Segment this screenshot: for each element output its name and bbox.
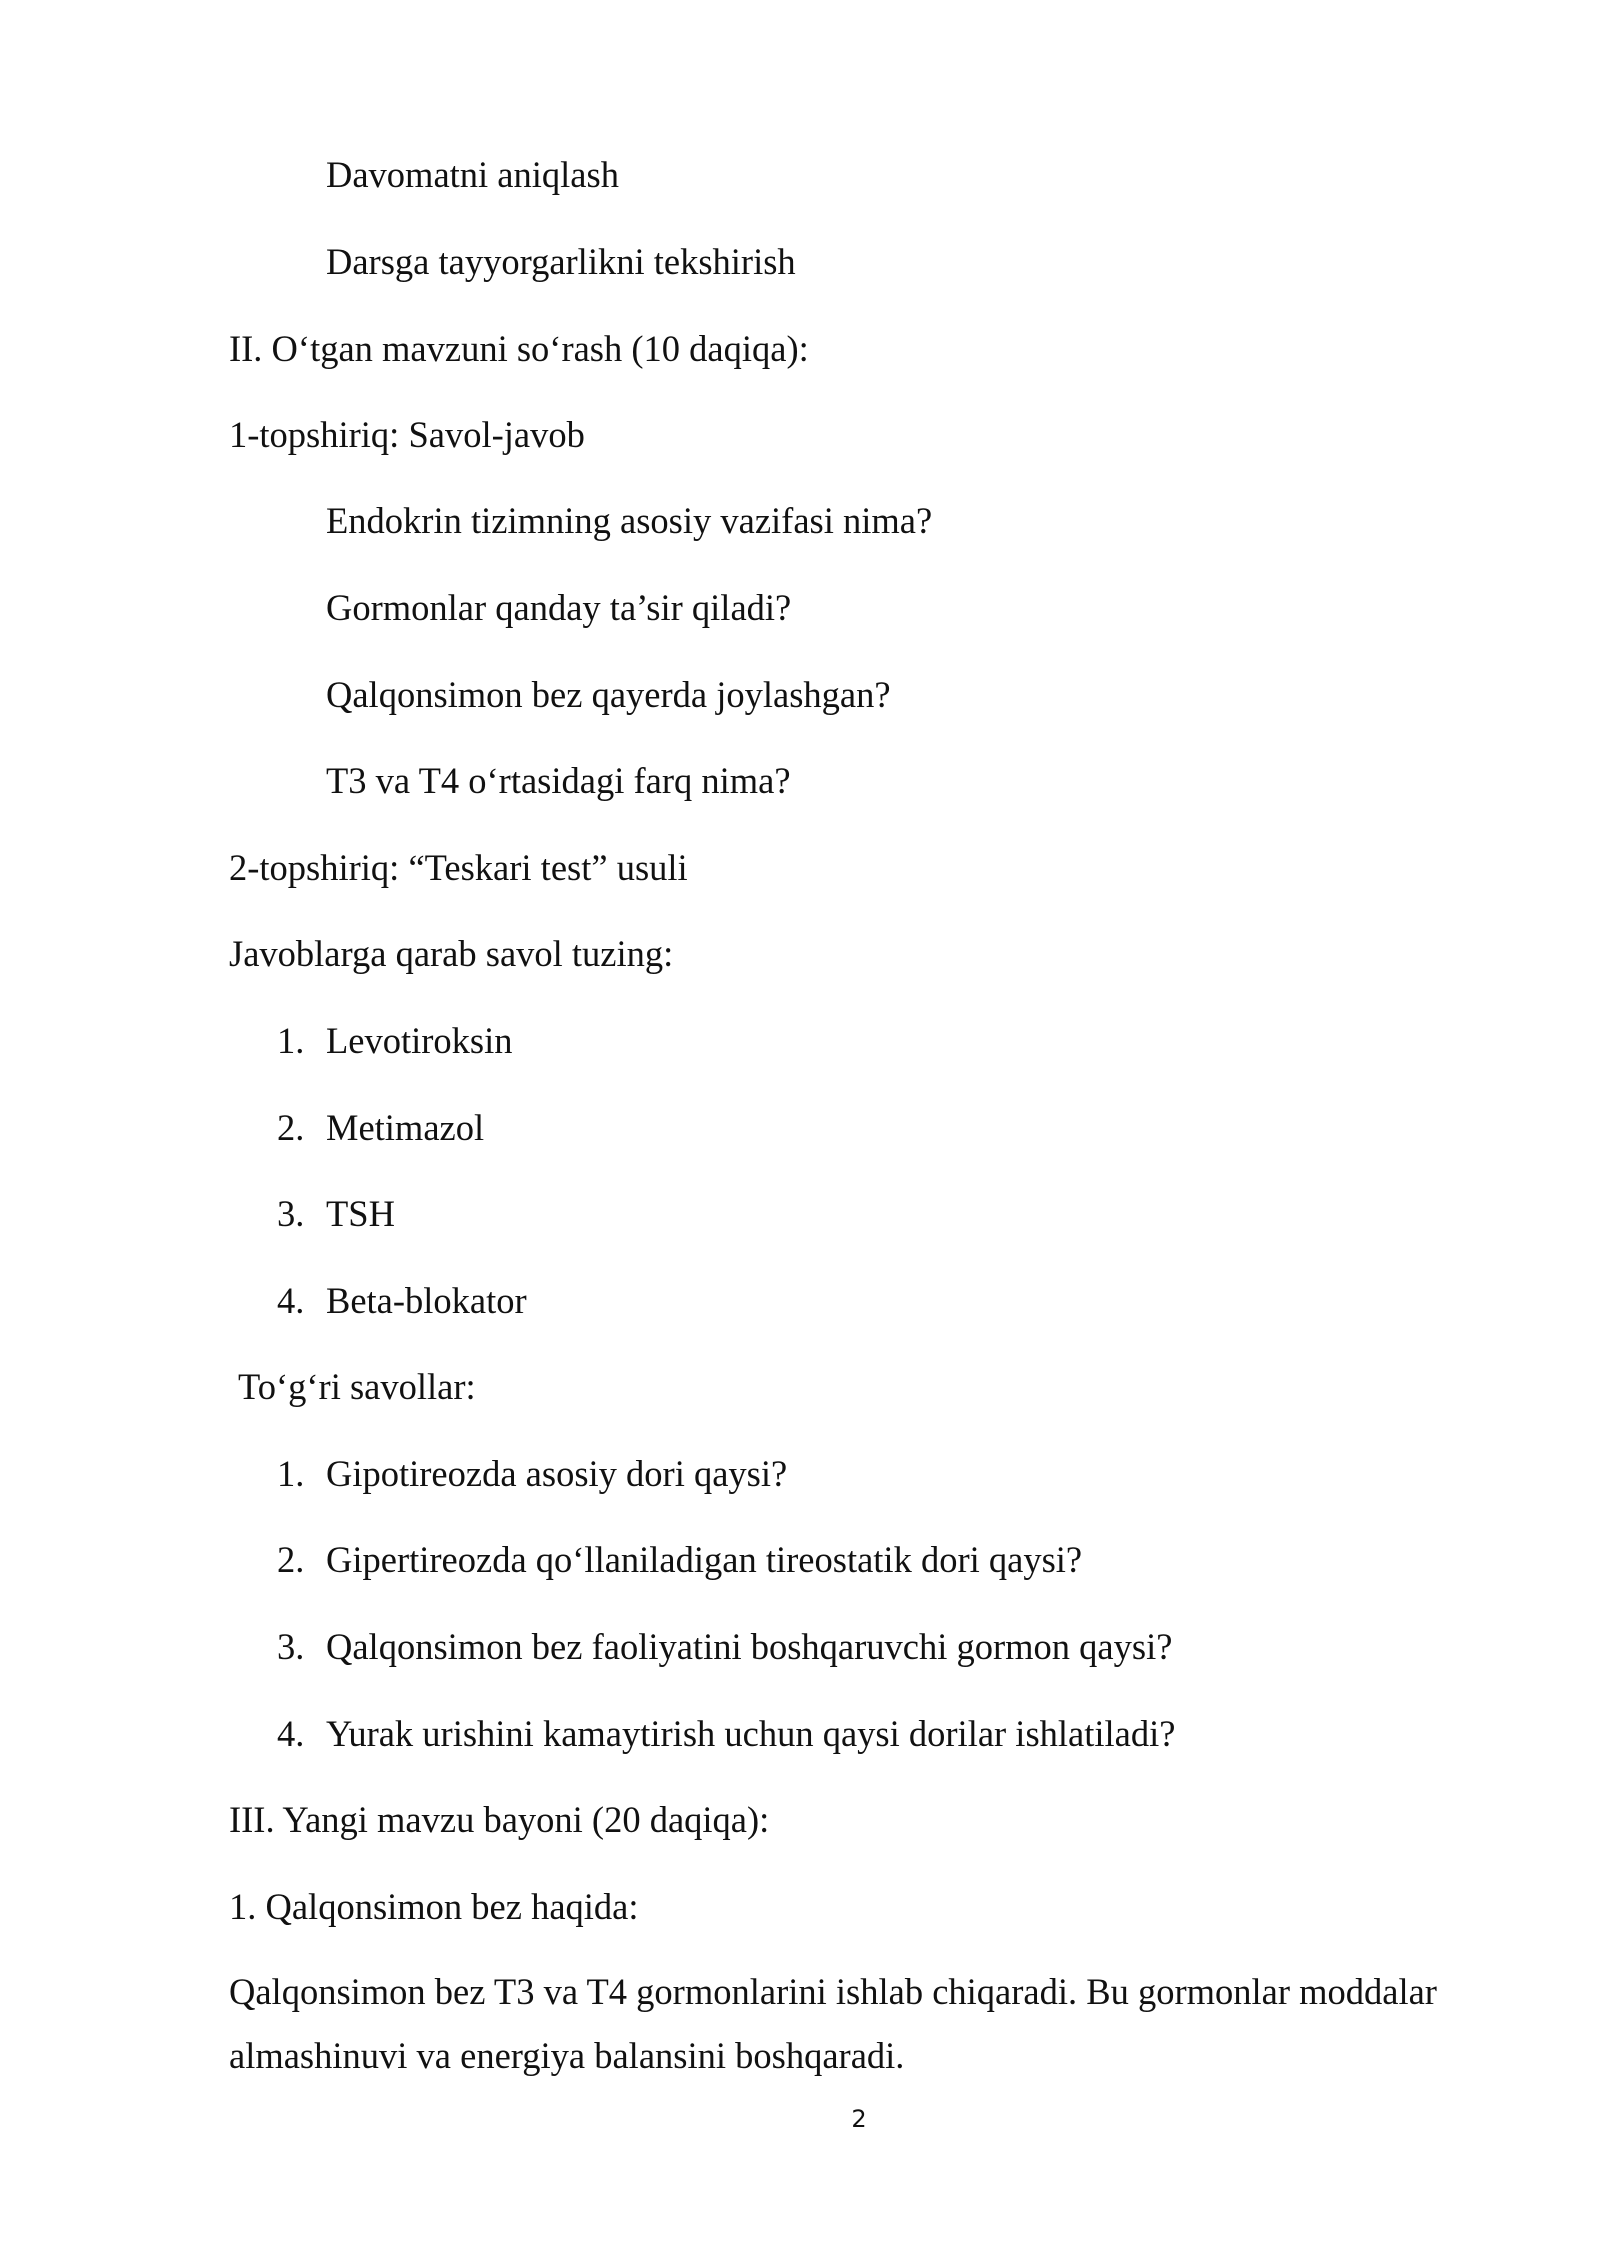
list-number: 1.: [277, 1020, 305, 1061]
list-text: Beta-blokator: [326, 1280, 527, 1321]
task-instruction: Javoblarga qarab savol tuzing:: [229, 933, 674, 974]
list-number: 2.: [277, 1539, 305, 1580]
question-item: Endokrin tizimning asosiy vazifasi nima?: [326, 500, 933, 541]
page-number: 2: [851, 2105, 867, 2133]
question-item: Qalqonsimon bez qayerda joylashgan?: [326, 674, 891, 715]
task-heading: 2-topshiriq: “Teskari test” usuli: [229, 847, 688, 888]
list-text: Metimazol: [326, 1107, 485, 1148]
intro-item: Davomatni aniqlash: [326, 154, 619, 195]
task-heading: 1-topshiriq: Savol-javob: [229, 414, 585, 455]
list-number: 2.: [277, 1107, 305, 1148]
list-text: TSH: [326, 1193, 395, 1234]
subsection-heading: 1. Qalqonsimon bez haqida:: [229, 1886, 639, 1927]
list-number: 4.: [277, 1280, 305, 1321]
list-number: 4.: [277, 1713, 305, 1754]
list-text: Gipotireozda asosiy dori qaysi?: [326, 1453, 788, 1494]
list-number: 3.: [277, 1626, 305, 1667]
correct-questions-heading: To‘g‘ri savollar:: [238, 1366, 476, 1407]
list-text: Gipertireozda qo‘llaniladigan tireostatik dori qaysi?: [326, 1539, 1083, 1580]
list-number: 3.: [277, 1193, 305, 1234]
question-item: T3 va T4 o‘rtasidagi farq nima?: [326, 760, 791, 801]
list-text: Levotiroksin: [326, 1020, 513, 1061]
body-paragraph: Qalqonsimon bez T3 va T4 gormonlarini ishlab chiqaradi. Bu gormonlar moddalar almashinuvi va energiya balansini boshqaradi.: [229, 1971, 1437, 2076]
list-text: Yurak urishini kamaytirish uchun qaysi dorilar ishlatiladi?: [326, 1713, 1176, 1754]
section-heading: III. Yangi mavzu bayoni (20 daqiqa):: [229, 1799, 770, 1840]
intro-item: Darsga tayyorgarlikni tekshirish: [326, 241, 796, 282]
question-item: Gormonlar qanday ta’sir qiladi?: [326, 587, 792, 628]
list-text: Qalqonsimon bez faoliyatini boshqaruvchi gormon qaysi?: [326, 1626, 1173, 1667]
section-heading: II. O‘tgan mavzuni so‘rash (10 daqiqa):: [229, 328, 809, 369]
list-number: 1.: [277, 1453, 305, 1494]
